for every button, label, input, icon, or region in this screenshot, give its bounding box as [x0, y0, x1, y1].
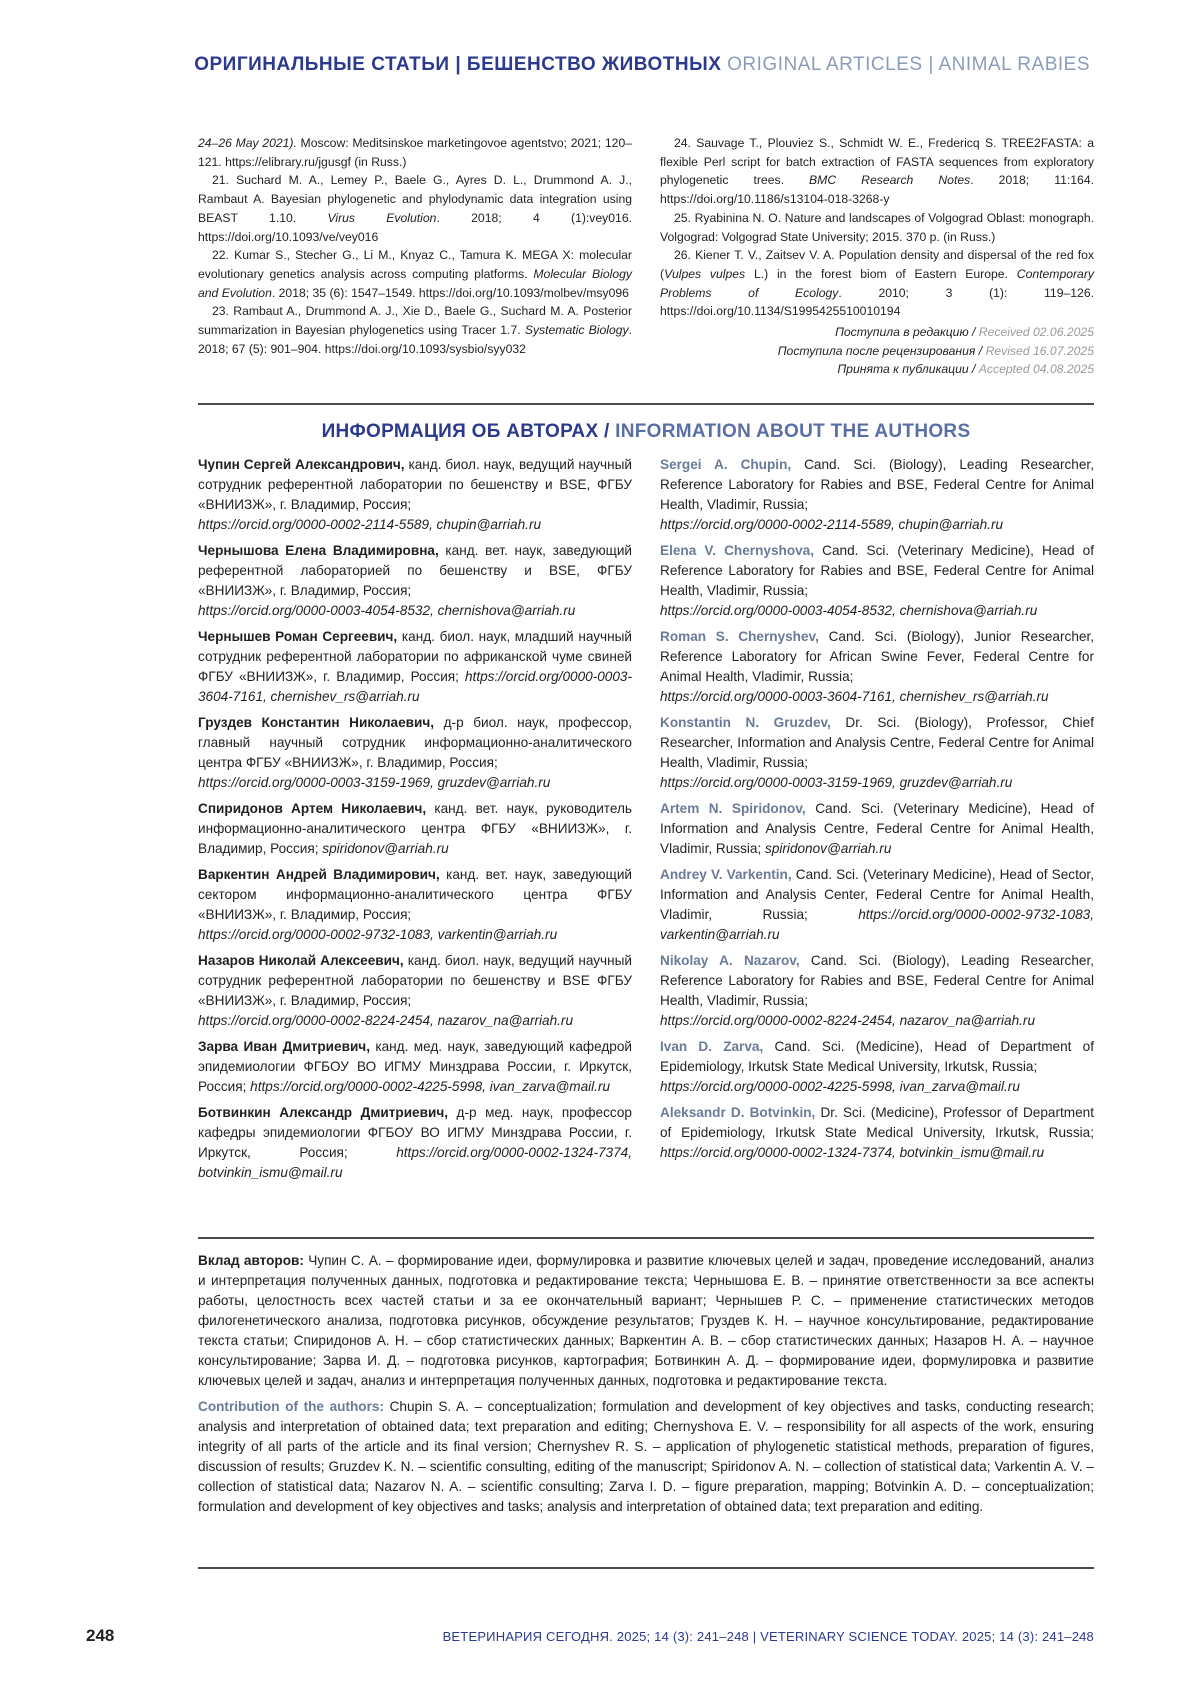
author-en: Aleksandr D. Botvinkin, Dr. Sci. (Medicine), Professor of Department of Epidemiology, Irkutsk State Medical University, Irkutsk, Russia; https://orcid.org/0000-0002-1324-7374, botvinkin_ismu@mail.ru — [660, 1103, 1094, 1183]
author-en: Andrey V. Varkentin, Cand. Sci. (Veterinary Medicine), Head of Sector, Information and Analysis Center, Federal Centre for Animal Health, Vladimir, Russia; https://orcid.org/0000-0002-9732-1083, varkentin@arriah.ru — [660, 865, 1094, 945]
reference-item: 22. Kumar S., Stecher G., Li M., Knyaz C., Tamura K. MEGA X: molecular evolutionary genetics analysis across computing platforms. Molecular Biology and Evolution. 2018; 35 (6): 1547–1549. https://doi.org/10.1093/molbev/msy096 — [198, 246, 632, 302]
references-left-column — [198, 134, 632, 379]
reference-item: 23. Rambaut A., Drummond A. J., Xie D., Baele G., Suchard M. A. Posterior summarization in Bayesian phylogenetics using Tracer 1.7. Systematic Biology. 2018; 67 (5): 901–904. https://doi.org/10.1093/sysbio/syy032 — [198, 302, 632, 358]
author-row — [198, 799, 1094, 859]
references-right-column — [660, 134, 1094, 379]
author-en: Konstantin N. Gruzdev, Dr. Sci. (Biology), Professor, Chief Researcher, Information and Analysis Centre, Federal Centre for Animal Health, Vladimir, Russia; https://orcid.org/0000-0003-3159-1969, gruzdev@arriah.ru — [660, 713, 1094, 793]
journal-footer: ВЕТЕРИНАРИЯ СЕГОДНЯ. 2025; 14 (3): 241–248 | VETERINARY SCIENCE TODAY. 2025; 14 (3): 241–248 — [443, 1629, 1094, 1644]
author-en: Ivan D. Zarva, Cand. Sci. (Medicine), Head of Department of Epidemiology, Irkutsk State Medical University, Irkutsk, Russia; https://orcid.org/0000-0002-4225-5998, ivan_zarva@mail.ru — [660, 1037, 1094, 1097]
author-ru: Чупин Сергей Александрович, канд. биол. наук, ведущий научный сотрудник референтной лаборатории по бешенству и BSE, ФГБУ «ВНИИЗЖ», г. Владимир, Россия; https://orcid.org/0000-0002-2114-5589, chupin@arriah.ru — [198, 455, 632, 535]
divider — [198, 1237, 1094, 1239]
author-ru: Чернышова Елена Владимировна, канд. вет. наук, заведующий референтной лабораторией по бешенству и BSE, ФГБУ «ВНИИЗЖ», г. Владимир, Россия; https://orcid.org/0000-0003-4054-8532, chernishova@arriah.ru — [198, 541, 632, 621]
running-head — [194, 54, 1090, 76]
author-row — [198, 713, 1094, 793]
author-en: Sergei A. Chupin, Cand. Sci. (Biology), Leading Researcher, Reference Laboratory for Rabies and BSE, Federal Centre for Animal Health, Vladimir, Russia; https://orcid.org/0000-0002-2114-5589, chupin@arriah.ru — [660, 455, 1094, 535]
author-row — [198, 455, 1094, 535]
author-ru: Зарва Иван Дмитриевич, канд. мед. наук, заведующий кафедрой эпидемиологии ФГБОУ ВО ИГМУ Минздрава России, г. Иркутск, Россия; https://orcid.org/0000-0002-4225-5998, ivan_zarva@mail.ru — [198, 1037, 632, 1097]
author-ru: Назаров Николай Алексеевич, канд. биол. наук, ведущий научный сотрудник референтной лаборатории по бешенству и BSE ФГБУ «ВНИИЗЖ», г. Владимир, Россия; https://orcid.org/0000-0002-8224-2454, nazarov_na@arriah.ru — [198, 951, 632, 1031]
divider — [198, 1567, 1094, 1569]
reference-item: 21. Suchard M. A., Lemey P., Baele G., Ayres D. L., Drummond A. J., Rambaut A. Bayesian phylogenetic and phylodynamic data integration using BEAST 1.10. Virus Evolution. 2018; 4 (1):vey016. https://doi.org/10.1093/ve/vey016 — [198, 171, 632, 246]
submission-dates — [660, 323, 1094, 379]
running-head-en: ORIGINAL ARTICLES | ANIMAL RABIES — [727, 54, 1090, 75]
author-row — [198, 951, 1094, 1031]
author-en: Artem N. Spiridonov, Cand. Sci. (Veterinary Medicine), Head of Information and Analysis Centre, Federal Centre for Animal Health, Vladimir, Russia; spiridonov@arriah.ru — [660, 799, 1094, 859]
author-row — [198, 1103, 1094, 1183]
date-accepted: Принята к публикации / Accepted 04.08.2025 — [660, 360, 1094, 379]
divider — [198, 403, 1094, 405]
reference-item: 24–26 May 2021). Moscow: Meditsinskoe marketingovoe agentstvo; 2021; 120–121. https://elibrary.ru/jgusgf (in Russ.) — [198, 134, 632, 171]
page-number: 248 — [86, 1626, 114, 1646]
contribution-ru: Вклад авторов: Чупин С. А. – формирование идеи, формулировка и развитие ключевых целей и задач, проведение исследований, анализ и интерпретация полученных данных, подготовка и редактирование текста; Чернышова Е. В. – принятие ответственности за все аспекты работы, целостность всех частей статьи и за ее окончательный вариант; Чернышев Р. С. – применение статистических методов филогенетического анализа, подготовка рисунков, обсуждение результатов; Груздев К. Н. – научное консультирование, редактирование текста статьи; Спиридонов А. Н. – сбор статистических данных; Варкентин А. В. – сбор статистических данных; Назаров Н. А. – научное консультирование; Зарва И. Д. – подготовка рисунков, картография; Ботвинкин А. Д. – формирование идеи, формулировка и развитие ключевых целей и задач, анализ и интерпретация полученных данных, подготовка и редактирование текста. — [198, 1251, 1094, 1391]
authors-list — [198, 455, 1094, 1183]
contribution-section — [198, 1251, 1094, 1523]
author-row — [198, 1037, 1094, 1097]
author-row — [198, 627, 1094, 707]
date-received: Поступила в редакцию / Received 02.06.2025 — [660, 323, 1094, 342]
author-en: Elena V. Chernyshova, Cand. Sci. (Veterinary Medicine), Head of Reference Laboratory for Rabies and BSE, Federal Centre for Animal Health, Vladimir, Russia; https://orcid.org/0000-0003-4054-8532, chernishova@arriah.ru — [660, 541, 1094, 621]
contribution-en: Contribution of the authors: Chupin S. A. – conceptualization; formulation and development of key objectives and tasks, conducting research; analysis and interpretation of obtained data; text preparation and editing; Chernyshova E. V. – responsibility for all aspects of the work, ensuring integrity of all parts of the article and its final version; Chernyshev R. S. – application of phylogenetic statistical methods, preparation of figures, discussion of results; Gruzdev K. N. – scientific consulting, editing of the manuscript; Spiridonov A. N. – collection of statistical data; Varkentin A. V. – collection of statistical data; Nazarov N. A. – scientific consulting; Zarva I. D. – figure preparation, mapping; Botvinkin A. D. – conceptualization; formulation and development of key objectives and tasks; analysis and interpretation of obtained data; text preparation and editing. — [198, 1397, 1094, 1517]
reference-item: 26. Kiener T. V., Zaitsev V. A. Population density and dispersal of the red fox (Vulpes vulpes L.) in the forest biom of Eastern Europe. Contemporary Problems of Ecology. 2010; 3 (1): 119–126. https://doi.org/10.1134/S1995425510010194 — [660, 246, 1094, 321]
author-ru: Чернышев Роман Сергеевич, канд. биол. наук, младший научный сотрудник референтной лаборатории по африканской чуме свиней ФГБУ «ВНИИЗЖ», г. Владимир, Россия; https://orcid.org/0000-0003-3604-7161, chernishev_rs@arriah.ru — [198, 627, 632, 707]
author-row — [198, 541, 1094, 621]
reference-item: 25. Ryabinina N. O. Nature and landscapes of Volgograd Oblast: monograph. Volgograd: Volgograd State University; 2015. 370 p. (in Russ.) — [660, 209, 1094, 246]
author-ru: Спиридонов Артем Николаевич, канд. вет. наук, руководитель информационно-аналитического центра ФГБУ «ВНИИЗЖ», г. Владимир, Россия; spiridonov@arriah.ru — [198, 799, 632, 859]
author-en: Nikolay A. Nazarov, Cand. Sci. (Biology), Leading Researcher, Reference Laboratory for Rabies and BSE, Federal Centre for Animal Health, Vladimir, Russia; https://orcid.org/0000-0002-8224-2454, nazarov_na@arriah.ru — [660, 951, 1094, 1031]
author-ru: Варкентин Андрей Владимирович, канд. вет. наук, заведующий сектором информационно-аналитического центра ФГБУ «ВНИИЗЖ», г. Владимир, Россия; https://orcid.org/0000-0002-9732-1083, varkentin@arriah.ru — [198, 865, 632, 945]
running-head-ru: ОРИГИНАЛЬНЫЕ СТАТЬИ | БЕШЕНСТВО ЖИВОТНЫХ — [194, 54, 721, 75]
references — [198, 134, 1094, 379]
reference-item: 24. Sauvage T., Plouviez S., Schmidt W. E., Fredericq S. TREE2FASTA: a flexible Perl script for batch extraction of FASTA sequences from exploratory phylogenetic trees. BMC Research Notes. 2018; 11:164. https://doi.org/10.1186/s13104-018-3268-y — [660, 134, 1094, 209]
author-en: Roman S. Chernyshev, Cand. Sci. (Biology), Junior Researcher, Reference Laboratory for African Swine Fever, Federal Centre for Animal Health, Vladimir, Russia; https://orcid.org/0000-0003-3604-7161, chernishev_rs@arriah.ru — [660, 627, 1094, 707]
date-revised: Поступила после рецензирования / Revised 16.07.2025 — [660, 342, 1094, 361]
author-ru: Ботвинкин Александр Дмитриевич, д-р мед. наук, профессор кафедры эпидемиологии ФГБОУ ВО ИГМУ Минздрава России, г. Иркутск, Россия; https://orcid.org/0000-0002-1324-7374, botvinkin_ismu@mail.ru — [198, 1103, 632, 1183]
author-row — [198, 865, 1094, 945]
authors-section-title: ИНФОРМАЦИЯ ОБ АВТОРАХ / INFORMATION ABOUT THE AUTHORS — [198, 421, 1094, 443]
author-ru: Груздев Константин Николаевич, д-р биол. наук, профессор, главный научный сотрудник информационно-аналитического центра ФГБУ «ВНИИЗЖ», г. Владимир, Россия; https://orcid.org/0000-0003-3159-1969, gruzdev@arriah.ru — [198, 713, 632, 793]
